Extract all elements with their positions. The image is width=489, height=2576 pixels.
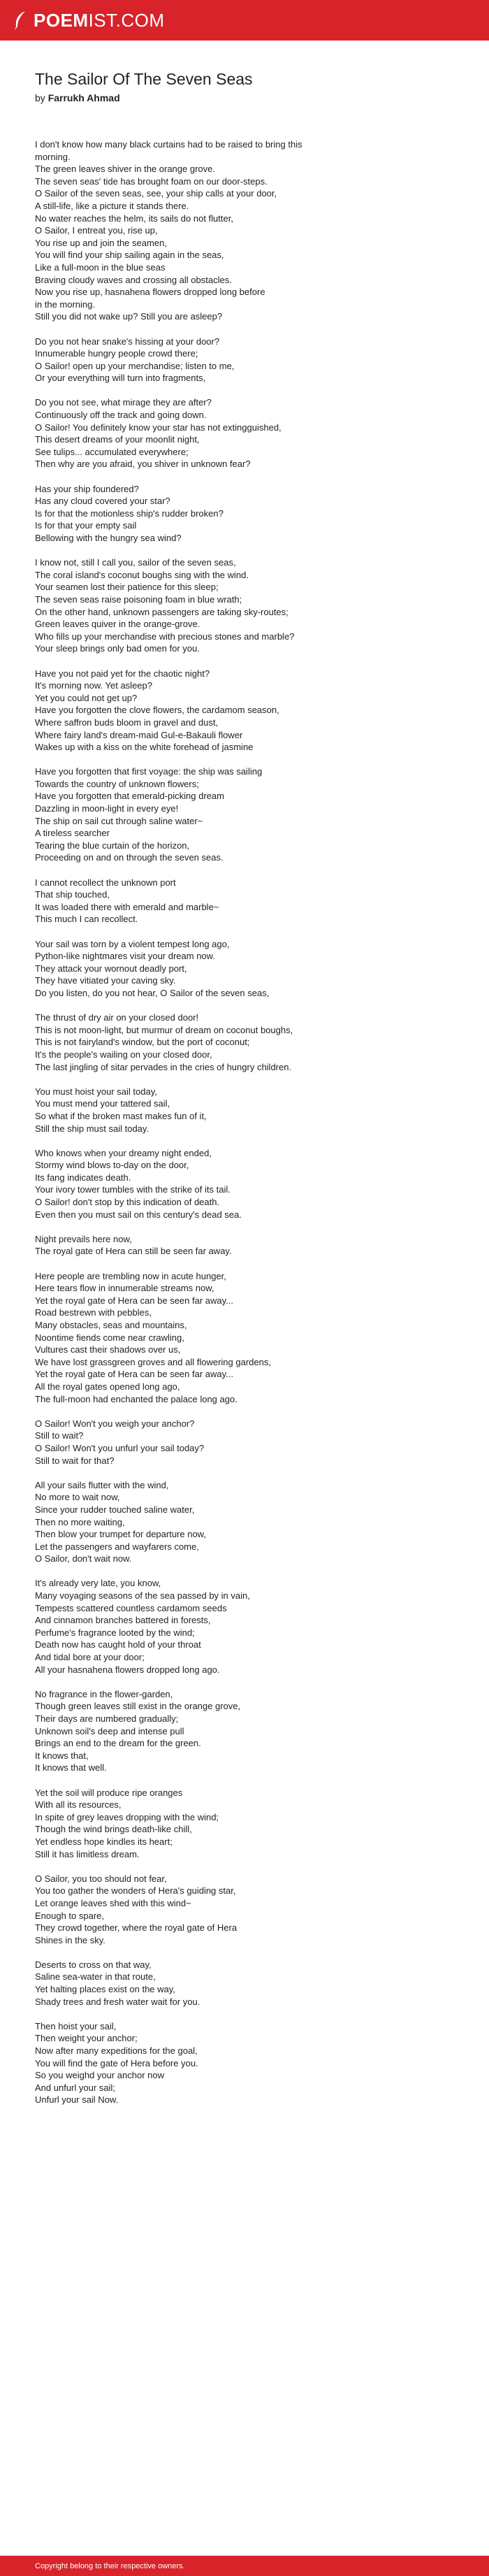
poem-stanza (35, 483, 461, 545)
poem-line: Innumerable hungry people crowd there; (35, 348, 198, 359)
poem-line: All your hasnahena flowers dropped long ago. (35, 1664, 220, 1675)
poem-line: Now you rise up, hasnahena flowers dropped long before (35, 287, 265, 298)
poem-line: See tulips... accumulated everywhere; (35, 446, 189, 457)
poem-byline (35, 92, 461, 103)
poem-line: Still the ship must sail today. (35, 1123, 149, 1134)
poem-content (35, 69, 461, 2119)
poem-line: You must hoist your sail today, (35, 1086, 157, 1097)
poem-line: O Sailor, you too should not fear, (35, 1873, 167, 1884)
poem-line: Continuously off the track and going down. (35, 410, 207, 421)
poem-line: This is not fairyland's window, but the port of coconut; (35, 1037, 250, 1048)
poem-stanza (35, 556, 461, 655)
poem-line: This is not moon-light, but murmur of dream on coconut boughs, (35, 1024, 293, 1035)
poem-line: morning. (35, 151, 71, 162)
poem-line: Many obstacles, seas and mountains, (35, 1320, 187, 1330)
poem-line: Where fairy land's dream-maid Gul-e-Bakauli flower (35, 729, 243, 740)
poem-line: The thrust of dry air on your closed door! (35, 1012, 199, 1023)
poem-line: You must mend your tattered sail, (35, 1098, 170, 1109)
poem-line: Green leaves quiver in the orange-grove. (35, 619, 200, 630)
poem-line: Yet you could not get up? (35, 692, 138, 703)
poem-line: Still you did not wake up? Still you are asleep? (35, 311, 223, 322)
poem-line: The coral island's coconut boughs sing with the wind. (35, 569, 249, 580)
poem-stanza (35, 1688, 461, 1774)
poem-line: The royal gate of Hera can still be seen far away. (35, 1246, 232, 1257)
poem-line: Is for that the motionless ship's rudder broken? (35, 508, 224, 519)
poem-line: Yet the soil will produce ripe oranges (35, 1787, 183, 1798)
poem-line: You rise up and join the seamen, (35, 237, 167, 248)
poem-line: They attack your wornout deadly port, (35, 963, 187, 974)
poem-line: It was loaded there with emerald and marble~ (35, 901, 219, 912)
poem-line: Yet the royal gate of Hera can be seen far away... (35, 1295, 234, 1306)
poem-line: Python-like nightmares visit your dream now. (35, 951, 215, 962)
poem-line: Your ivory tower tumbles with the strike of its tail. (35, 1184, 231, 1195)
poem-line: Your sleep brings only bad omen for you. (35, 643, 200, 654)
logo-text-bold: POEM (34, 9, 89, 31)
poem-line: Let orange leaves shed with this wind~ (35, 1897, 191, 1908)
poem-line: Yet endless hope kindles its heart; (35, 1836, 173, 1847)
poem-line: Proceeding on and on through the seven seas. (35, 852, 224, 863)
poem-line: In spite of grey leaves dropping with the wind; (35, 1811, 219, 1822)
poem-stanza (35, 1577, 461, 1676)
poem-line: It's morning now. Yet asleep? (35, 680, 152, 691)
poem-stanza (35, 668, 461, 754)
poem-line: You will find your ship sailing again in the seas, (35, 250, 224, 261)
poem-line: The seven seas raise poisoning foam in blue wrath; (35, 593, 242, 605)
poem-line: Then hoist your sail, (35, 2020, 117, 2031)
author-name[interactable]: Farrukh Ahmad (48, 92, 120, 103)
poem-line: O Sailor! Won't you unfurl your sail today? (35, 1442, 205, 1453)
poem-stanza (35, 1233, 461, 1258)
poem-line: I cannot recollect the unknown port (35, 877, 176, 888)
poem-line: Perfume's fragrance looted by the wind; (35, 1627, 195, 1638)
poem-line: It's already very late, you know, (35, 1578, 161, 1589)
poem-line: Is for that your empty sail (35, 520, 137, 531)
poem-line: All the royal gates opened long ago, (35, 1381, 180, 1392)
poem-stanza (35, 1959, 461, 2008)
poem-line: Where saffron buds bloom in gravel and dust, (35, 717, 219, 728)
poem-title: The Sailor Of The Seven Seas (35, 70, 253, 88)
poem-line: Unfurl your sail Now. (35, 2094, 119, 2106)
poem-line: Do you listen, do you not hear, O Sailor of the seven seas, (35, 987, 270, 998)
poem-line: Like a full-moon in the blue seas (35, 261, 166, 273)
poem-line: Stormy wind blows to-day on the door, (35, 1160, 189, 1171)
poem-line: Dazzling in moon-light in every eye! (35, 803, 179, 814)
poem-stanza (35, 1418, 461, 1467)
poem-line: Brings an end to the dream for the green. (35, 1738, 201, 1749)
poem-stanza (35, 1086, 461, 1135)
poem-line: And tidal bore at your door; (35, 1652, 145, 1663)
poem-line: Have you forgotten the clove flowers, the cardamom season, (35, 705, 279, 716)
poem-line: They have vitiated your caving sky. (35, 975, 176, 986)
poem-line: I don't know how many black curtains had to be raised to bring this (35, 139, 302, 150)
poem-line: And cinnamon branches battered in forests, (35, 1615, 211, 1626)
poem-line: Its fang indicates death. (35, 1172, 131, 1183)
poem-stanza (35, 1012, 461, 1073)
poem-line: On the other hand, unknown passengers are taking sky-routes; (35, 606, 289, 617)
poem-line: This much I can recollect. (35, 914, 138, 925)
poem-line: It's the people's wailing on your closed door, (35, 1049, 212, 1060)
poem-line: Shines in the sky. (35, 1934, 105, 1945)
poem-body (35, 138, 461, 2106)
poem-line: No water reaches the helm, its sails do not flutter, (35, 213, 233, 224)
poem-line: The last jingling of sitar pervades in the cries of hungry children. (35, 1061, 292, 1072)
poem-line: Then blow your trumpet for departure now, (35, 1529, 206, 1540)
poem-line: O Sailor! Won't you weigh your anchor? (35, 1418, 195, 1429)
poem-line: Wakes up with a kiss on the white forehead of jasmine (35, 742, 254, 753)
top-bar (0, 0, 489, 41)
poem-line: All your sails flutter with the wind, (35, 1479, 169, 1490)
poem-stanza (35, 2020, 461, 2106)
poem-line: Many voyaging seasons of the sea passed by in vain, (35, 1590, 250, 1602)
poem-line: O Sailor! don't stop by this indication of death. (35, 1197, 220, 1208)
poem-line: Enough to spare, (35, 1910, 105, 1921)
poem-line: Here people are trembling now in acute hunger, (35, 1270, 226, 1281)
poem-line: A tireless searcher (35, 828, 110, 839)
poem-line: Have you not paid yet for the chaotic night? (35, 668, 210, 679)
poem-line: O Sailor! open up your merchandise; listen to me, (35, 360, 235, 371)
poem-line: Have you forgotten that emerald-picking dream (35, 791, 224, 802)
poem-line: Saline sea-water in that route, (35, 1971, 156, 1983)
poem-line: Tearing the blue curtain of the horizon, (35, 840, 190, 851)
poem-line: Do you not hear snake's hissing at your door? (35, 336, 220, 347)
poem-line: Still it has limitless dream. (35, 1848, 140, 1859)
poem-line: Here tears flow in innumerable streams now, (35, 1283, 214, 1294)
poem-line: Since your rudder touched saline water, (35, 1504, 195, 1515)
site-logo[interactable] (13, 10, 165, 31)
poem-line: O Sailor of the seven seas, see, your ship calls at your door, (35, 188, 277, 199)
poem-line: No fragrance in the flower-garden, (35, 1688, 173, 1699)
poem-line: It knows that, (35, 1750, 89, 1761)
poem-stanza (35, 1787, 461, 1861)
poem-line: Unknown soil's deep and intense pull (35, 1725, 184, 1736)
poem-line: Towards the country of unknown flowers; (35, 778, 199, 789)
poem-stanza (35, 336, 461, 384)
poem-line: The seven seas' tide has brought foam on our door-steps. (35, 175, 268, 187)
poem-line: in the morning. (35, 298, 95, 310)
poem-line: We have lost grassgreen groves and all flowering gardens, (35, 1356, 271, 1367)
poem-line: Then why are you afraid, you shiver in unknown fear? (35, 459, 251, 470)
poem-stanza (35, 877, 461, 926)
poem-stanza (35, 938, 461, 1000)
poem-line: Deserts to cross on that way, (35, 1959, 152, 1970)
poem-line: I know not, still I call you, sailor of the seven seas, (35, 557, 236, 568)
logo-text-light: IST.COM (88, 9, 165, 31)
poem-line: The ship on sail cut through saline water~ (35, 815, 203, 826)
poem-line: Noontime fiends come near crawling, (35, 1332, 184, 1343)
poem-line: Has any cloud covered your star? (35, 496, 170, 507)
poem-line: Bellowing with the hungry sea wind? (35, 533, 182, 543)
poem-line: Still to wait? (35, 1430, 84, 1441)
poem-line: Death now has caught hold of your throat (35, 1639, 201, 1650)
poem-line: So what if the broken mast makes fun of it, (35, 1110, 207, 1121)
poem-line: Do you not see, what mirage they are after? (35, 397, 212, 408)
poem-stanza (35, 1147, 461, 1221)
poem-stanza (35, 138, 461, 323)
poem-line: Shady trees and fresh water wait for you. (35, 1996, 200, 2007)
poem-line: Yet the royal gate of Hera can be seen far away... (35, 1369, 234, 1380)
poem-line: O Sailor, don't wait now. (35, 1553, 132, 1564)
poem-line: Then weight your anchor; (35, 2033, 138, 2044)
poem-line: They crowd together, where the royal gate of Hera (35, 1922, 238, 1934)
poem-stanza (35, 765, 461, 864)
poem-line: Your sail was torn by a violent tempest long ago, (35, 938, 230, 949)
footer (0, 2556, 489, 2576)
poem-line: Night prevails here now, (35, 1233, 132, 1244)
poem-line: The green leaves shiver in the orange grove. (35, 164, 215, 175)
poem-line: Even then you must sail on this century's dead sea. (35, 1209, 242, 1220)
poem-line: Now after many expeditions for the goal, (35, 2045, 198, 2057)
poem-line: Yet halting places exist on the way, (35, 1984, 175, 1995)
poem-line: This desert dreams of your moonlit night, (35, 434, 200, 445)
poem-line: Though green leaves still exist in the orange grove, (35, 1701, 241, 1712)
poem-line: Their days are numbered gradually; (35, 1713, 179, 1724)
poem-line: It knows that well. (35, 1762, 107, 1773)
poem-line: Your seamen lost their patience for this sleep; (35, 582, 219, 593)
poem-line: A still-life, like a picture it stands there. (35, 200, 189, 211)
by-label: by (35, 92, 45, 103)
poem-stanza (35, 1873, 461, 1947)
poem-line: Then no more waiting, (35, 1516, 125, 1527)
poem-line: And unfurl your sail; (35, 2082, 115, 2093)
poem-line: The full-moon had enchanted the palace long ago. (35, 1393, 238, 1404)
poem-line: Who fills up your merchandise with precious stones and marble? (35, 631, 295, 642)
poem-line: Who knows when your dreamy night ended, (35, 1147, 212, 1158)
poem-line: Vultures cast their shadows over us, (35, 1344, 181, 1355)
poem-line: With all its resources, (35, 1799, 122, 1811)
poem-line: O Sailor! You definitely know your star has not extingguished, (35, 422, 282, 433)
poem-stanza (35, 1270, 461, 1406)
quill-pen-icon (13, 10, 28, 31)
poem-line: Or your everything will turn into fragments, (35, 373, 206, 384)
poem-stanza (35, 1479, 461, 1565)
poem-line: Braving cloudy waves and crossing all obstacles. (35, 274, 232, 285)
poem-line: Though the wind brings death-like chill, (35, 1824, 192, 1835)
poem-line: Have you forgotten that first voyage: the ship was sailing (35, 766, 263, 777)
copyright-text: Copyright belong to their respective owners. (35, 2561, 185, 2570)
poem-line: You will find the gate of Hera before you. (35, 2057, 198, 2068)
poem-line: O Sailor, I entreat you, rise up, (35, 225, 158, 236)
poem-line: Still to wait for that? (35, 1455, 115, 1466)
poem-line: So you weighd your anchor now (35, 2070, 165, 2081)
poem-line: That ship touched, (35, 889, 110, 900)
poem-line: Has your ship foundered? (35, 483, 139, 494)
poem-line: Road bestrewn with pebbles, (35, 1307, 152, 1318)
poem-line: Tempests scattered countless cardamom seeds (35, 1602, 227, 1613)
poem-line: Let the passengers and wayfarers come, (35, 1541, 199, 1552)
poem-line: You too gather the wonders of Hera's guiding star, (35, 1885, 236, 1897)
poem-stanza (35, 396, 461, 470)
poem-line: No more to wait now, (35, 1492, 120, 1503)
